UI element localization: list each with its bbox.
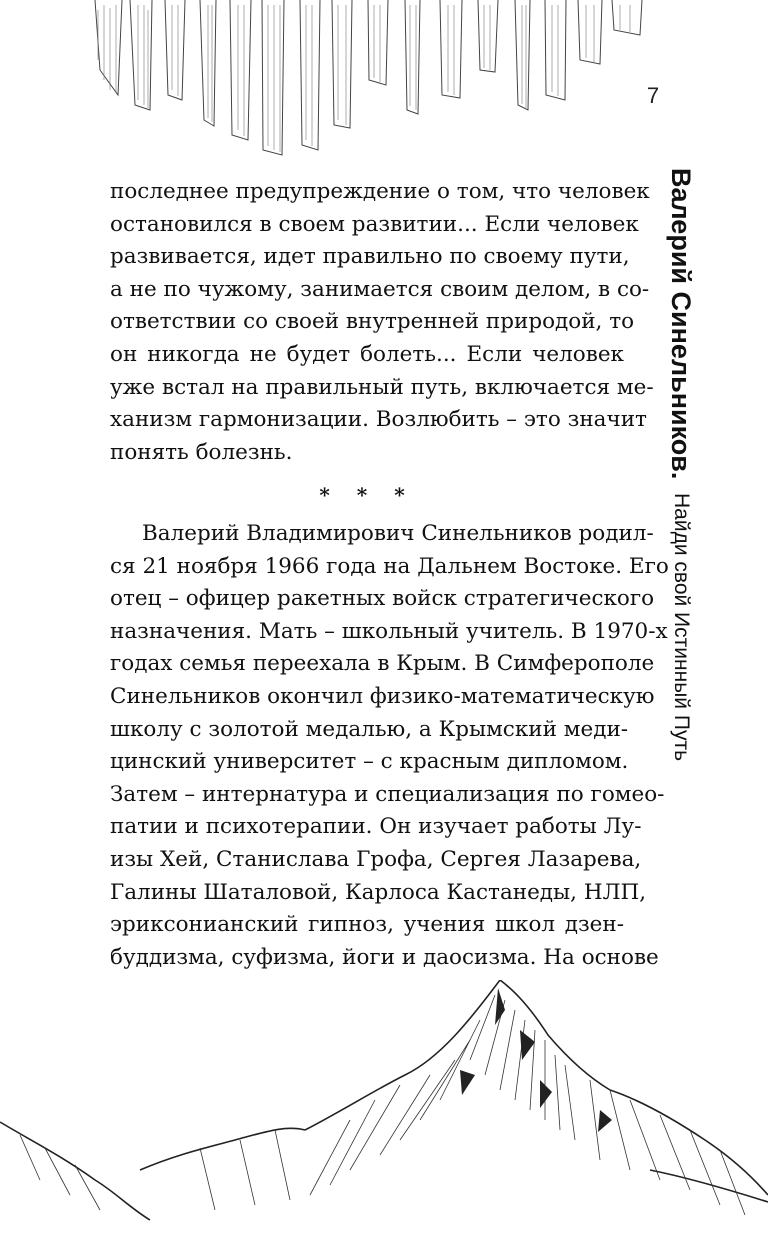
text-line: уже встал на правильный путь, включается ме- [110, 374, 654, 400]
paragraph-1 [110, 176, 654, 469]
text-line: ханизм гармонизации. Возлюбить – это значит [110, 407, 647, 433]
text-line: развивается, идет правильно по своему пути, [110, 244, 630, 270]
text-line: Валерий Владимирович Синельников родил- [142, 521, 654, 546]
text-line: патии и психотерапии. Он изучает работы Лу- [110, 814, 642, 840]
text-line: эриксонианский гипноз, учения школ дзен- [110, 912, 624, 938]
text-line: изы Хей, Станислава Грофа, Сергея Лазарева, [110, 846, 642, 872]
text-line: отец – офицер ракетных войск стратегического [110, 586, 655, 612]
running-title [664, 168, 698, 761]
text-line: Затем – интернатура и специализация по гомео- [110, 781, 665, 807]
mountain-sketch [0, 980, 768, 1240]
text-line: а не по чужому, занимается своим делом, в со- [110, 276, 650, 302]
text-line: он никогда не будет болеть... Если человек [110, 341, 624, 367]
text-line: назначения. Мать – школьный учитель. В 1970-х [110, 618, 668, 644]
text-line: годах семья переехала в Крым. В Симферополе [110, 651, 655, 677]
text-line: буддизма, суфизма, йоги и даосизма. На основе [110, 944, 659, 970]
text-line: ответствии со своей внутренней природой, то [110, 309, 635, 335]
text-line: остановился в своем развитии... Если человек [110, 211, 639, 237]
text-line: последнее предупреждение о том, что человек [110, 179, 650, 204]
section-separator: * * * [319, 483, 415, 507]
running-title-book: Найди свой Истинный Путь [670, 492, 693, 761]
text-line: Синельников окончил физико-математическую [110, 683, 655, 709]
paragraph-2 [110, 518, 669, 974]
running-title-author: Валерий Синельников. [666, 168, 696, 480]
text-line: цинский университет – с красным дипломом. [110, 749, 629, 775]
text-line: школу с золотой медалью, а Крымский меди- [110, 716, 629, 742]
text-line: ся 21 ноября 1966 года на Дальнем Востоке. Его [110, 553, 669, 579]
text-line: понять болезнь. [110, 439, 293, 465]
text-line: Галины Шаталовой, Карлоса Кастанеды, НЛП, [110, 879, 647, 905]
page-number: 7 [646, 83, 660, 108]
